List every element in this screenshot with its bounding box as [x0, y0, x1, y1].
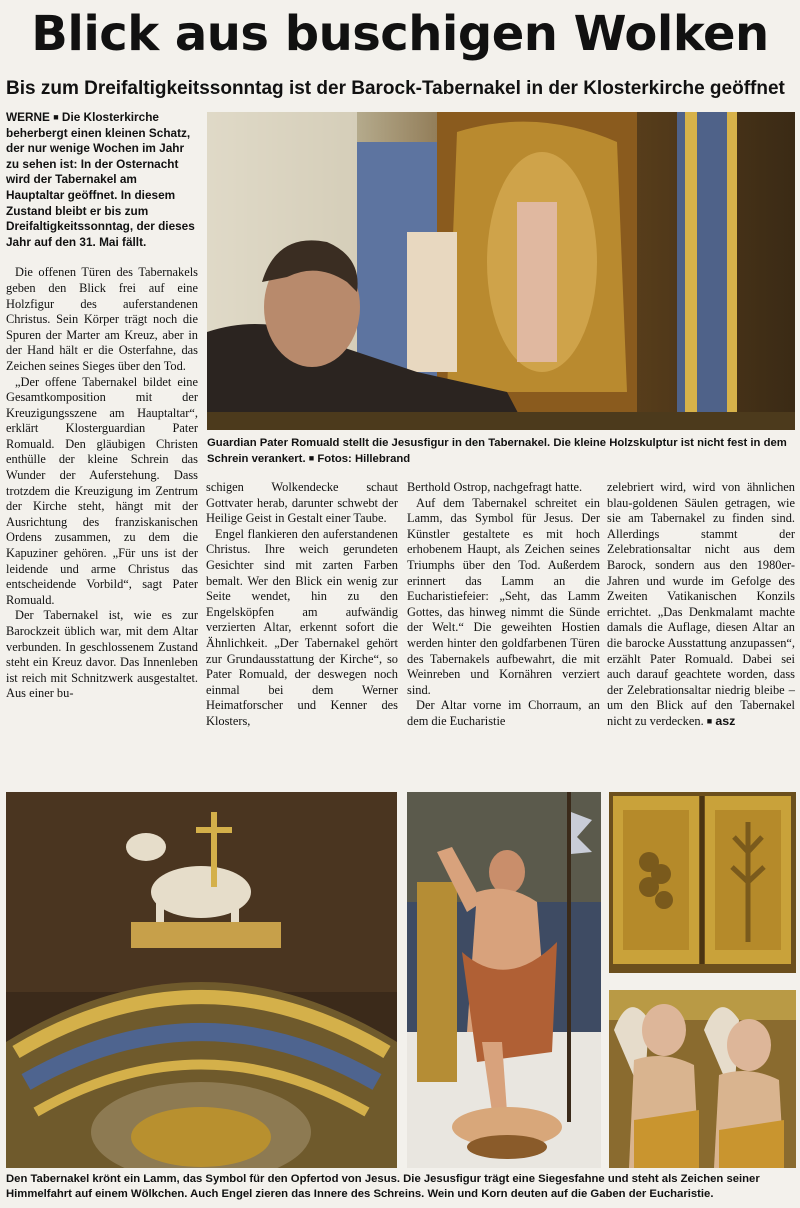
- lead-paragraph: [6, 110, 198, 250]
- paragraph: Der Altar vorne im Chorraum, an dem die Eucharistie: [407, 698, 600, 728]
- article-column-1: [6, 110, 198, 702]
- paragraph: schigen Wolkendecke schaut Gottvater herab, darunter schwebt der Heilige Geist in Gestalt einer Taube.: [206, 480, 398, 526]
- photo-lamb: [6, 792, 397, 1168]
- subheadline: Bis zum Dreifaltigkeitssonntag ist der Barock-Tabernakel in der Klosterkirche geöffnet: [6, 78, 785, 99]
- paragraph: [607, 480, 795, 730]
- caption-bullet: ■: [308, 453, 315, 463]
- caption-text: Guardian Pater Romuald stellt die Jesusfigur in den Tabernakel. Die kleine Holzskulptur ist nicht fest in dem Schrein verankert.: [207, 437, 787, 465]
- headline: Blick aus buschigen Wolken: [31, 6, 769, 62]
- photo-golden-doors: [609, 792, 796, 973]
- photo-jesus-figure: [407, 792, 601, 1168]
- photo-angels: [609, 990, 796, 1168]
- photo-credit: Fotos: Hillebrand: [317, 453, 411, 465]
- paragraph: „Der offene Tabernakel bildet eine Gesamtkomposition mit der Kreuzigungsszene am Hauptaltar“, erklärt Klosterguardian Pater Romuald. Den gläubigen Christen enthülle der kleine Schrein das Wunder der Auferstehung. Dass trotzdem die Kreuzigung im Zentrum der Kirche steht, hängt mit der Ausrichtung des franziskanischen Ordens zusammen, zu dem die Kapuziner gehören. „Für uns ist der leidende und arme Christus das entscheidende Vorbild“, sagt Pater Romuald.: [6, 374, 198, 607]
- paragraph: Auf dem Tabernakel schreitet ein Lamm, das Symbol für Jesus. Der Künstler gestaltete es mit hoch erhobenem Haupt, als Zeichen seines Triumphs über den Tod. Außerdem erinnert das Lamm an die Eucharistiefeier: „Seht, das Lamm Gottes, das hinweg nimmt die Sünde der Welt.“ Die geweihten Hostien werden hinter den goldfarbenen Türen des Tabernakels aufbewahrt, die mit Weinreben und Kornähren verziert sind.: [407, 495, 600, 697]
- article-column-2: [206, 480, 398, 730]
- paragraph: Berthold Ostrop, nachgefragt hatte.: [407, 480, 583, 494]
- paragraph: Der Tabernakel ist, wie es zur Barockzeit üblich war, mit dem Altar verbunden. In geschlossenem Zustand steht ein Kreuz davor. Das Innenleben ist reich mit Schnitzwerk ausgestaltet. Aus einer bu-: [6, 608, 198, 701]
- paragraph-text: zelebriert wird, wird von ähnlichen blau-goldenen Säulen getragen, wie sie am Tabernakel zu finden sind. Allerdings stammt der Zelebrationsaltar nicht aus dem Barock, sondern aus den 1980er-Jahren und wurde im Gefolge des Zweiten Vatikanischen Konzils errichtet. „Das Denkmalamt machte damals die Auflage, diesen Altar an die barocke Ausstattung anzupassen“, erzählt Pater Romuald. Dabei sei auch darauf geachtete worden, dass der Zelebrationsaltar niedrig bleibe – um den Blick auf den Tabernakel nicht zu verdecken.: [607, 480, 795, 728]
- photo-priest-tabernacle: [207, 112, 795, 430]
- dateline-bullet: ■: [53, 112, 59, 122]
- caption-top-photo: [207, 436, 795, 467]
- article-column-4: [607, 480, 795, 730]
- dateline: WERNE: [6, 110, 50, 124]
- paragraph: Engel flankieren den auferstandenen Christus. Ihre weich gerundeten Gesichter sind mit zarten Farben bemalt. Wer den Blick ein wenig zur Seite wendet, hin zu den Engelsköpfen am aufwändig verzierten Altar, erkennt sofort die Ähnlichkeit. „Der Tabernakel gehört zur Grundausstattung der Kirche“, so Pater Romuald, der deswegen noch einmal bei dem Werner Heimatforscher und Kenner des Klosters,: [206, 526, 398, 728]
- caption-bottom-photos: Den Tabernakel krönt ein Lamm, das Symbol für den Opfertod von Jesus. Die Jesusfigur trägt eine Siegesfahne und steht als Zeichen seiner Himmelfahrt auf einem Wölkchen. Auch Engel zieren das Innere des Schreins. Wein und Korn deuten auf die Gaben der Eucharistie.: [6, 1173, 760, 1200]
- end-bullet: ■: [706, 715, 713, 726]
- paragraph: Die offenen Türen des Tabernakels geben den Blick frei auf eine Holzfigur des auferstandenen Christus. Sein Körper trägt noch die Spuren der Marter am Kreuz, aber in der Hand hält er die Osterfahne, das Zeichen seines Sieges über den Tod.: [6, 265, 198, 373]
- lead-text: Die Klosterkirche beherbergt einen kleinen Schatz, der nur wenige Wochen im Jahr zu sehen ist: In der Osternacht wird der Tabernakel am Hauptaltar geöffnet. In diesem Zustand bleibt er bis zum Dreifaltigkeitssonntag, der dieses Jahr auf den 31. Mai fällt.: [6, 110, 195, 249]
- article-column-3: [407, 480, 600, 730]
- author-signature: asz: [715, 713, 736, 728]
